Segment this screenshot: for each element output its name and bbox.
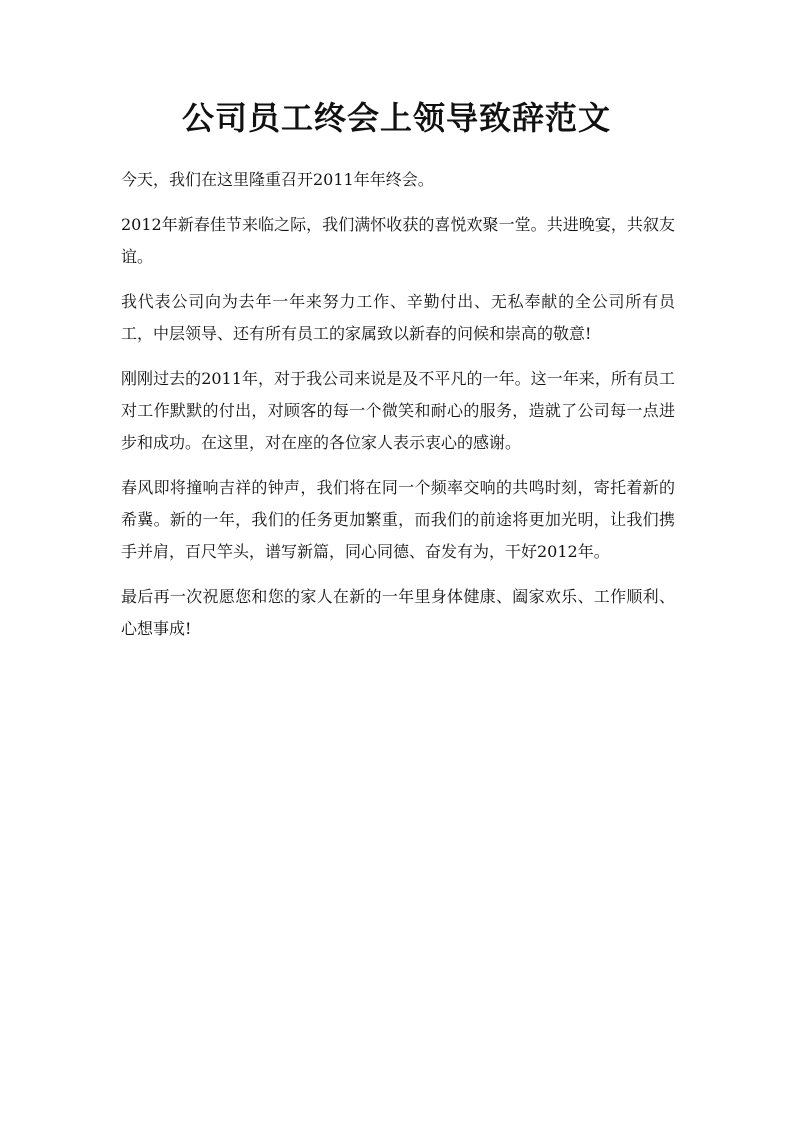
paragraph-opening: 今天，我们在这里隆重召开2011年年终会。 xyxy=(121,170,434,189)
paragraph-closing: 最后再一次祝愿您和您的家人在新的一年里身体健康、阖家欢乐、工作顺利、心想事成! xyxy=(121,587,675,638)
document-title: 公司员工终会上领导致辞范文 xyxy=(181,99,611,137)
paragraph-review: 刚刚过去的2011年，对于我公司来说是及不平凡的一年。这一年来，所有员工对工作默默的付出，对顾客的每一个微笑和耐心的服务，造就了公司每一点进步和成功。在这里，对在座的各位家人表示衷心的感谢。 xyxy=(121,369,675,452)
paragraph-outlook: 春风即将撞响吉祥的钟声，我们将在同一个频率交响的共鸣时刻，寄托着新的希冀。新的一年，我们的任务更加繁重，而我们的前途将更加光明，让我们携手并肩，百尺竿头，谱写新篇，同心同德、奋发有为，干好2012年。 xyxy=(121,478,675,561)
paragraph-new-year: 2012年新春佳节来临之际，我们满怀收获的喜悦欢聚一堂。共进晚宴，共叙友谊。 xyxy=(121,215,675,266)
document-body xyxy=(121,164,675,658)
paragraph-greetings: 我代表公司向为去年一年来努力工作、辛勤付出、无私奉献的全公司所有员工，中层领导、还有所有员工的家属致以新春的问候和崇高的敬意! xyxy=(121,292,675,343)
